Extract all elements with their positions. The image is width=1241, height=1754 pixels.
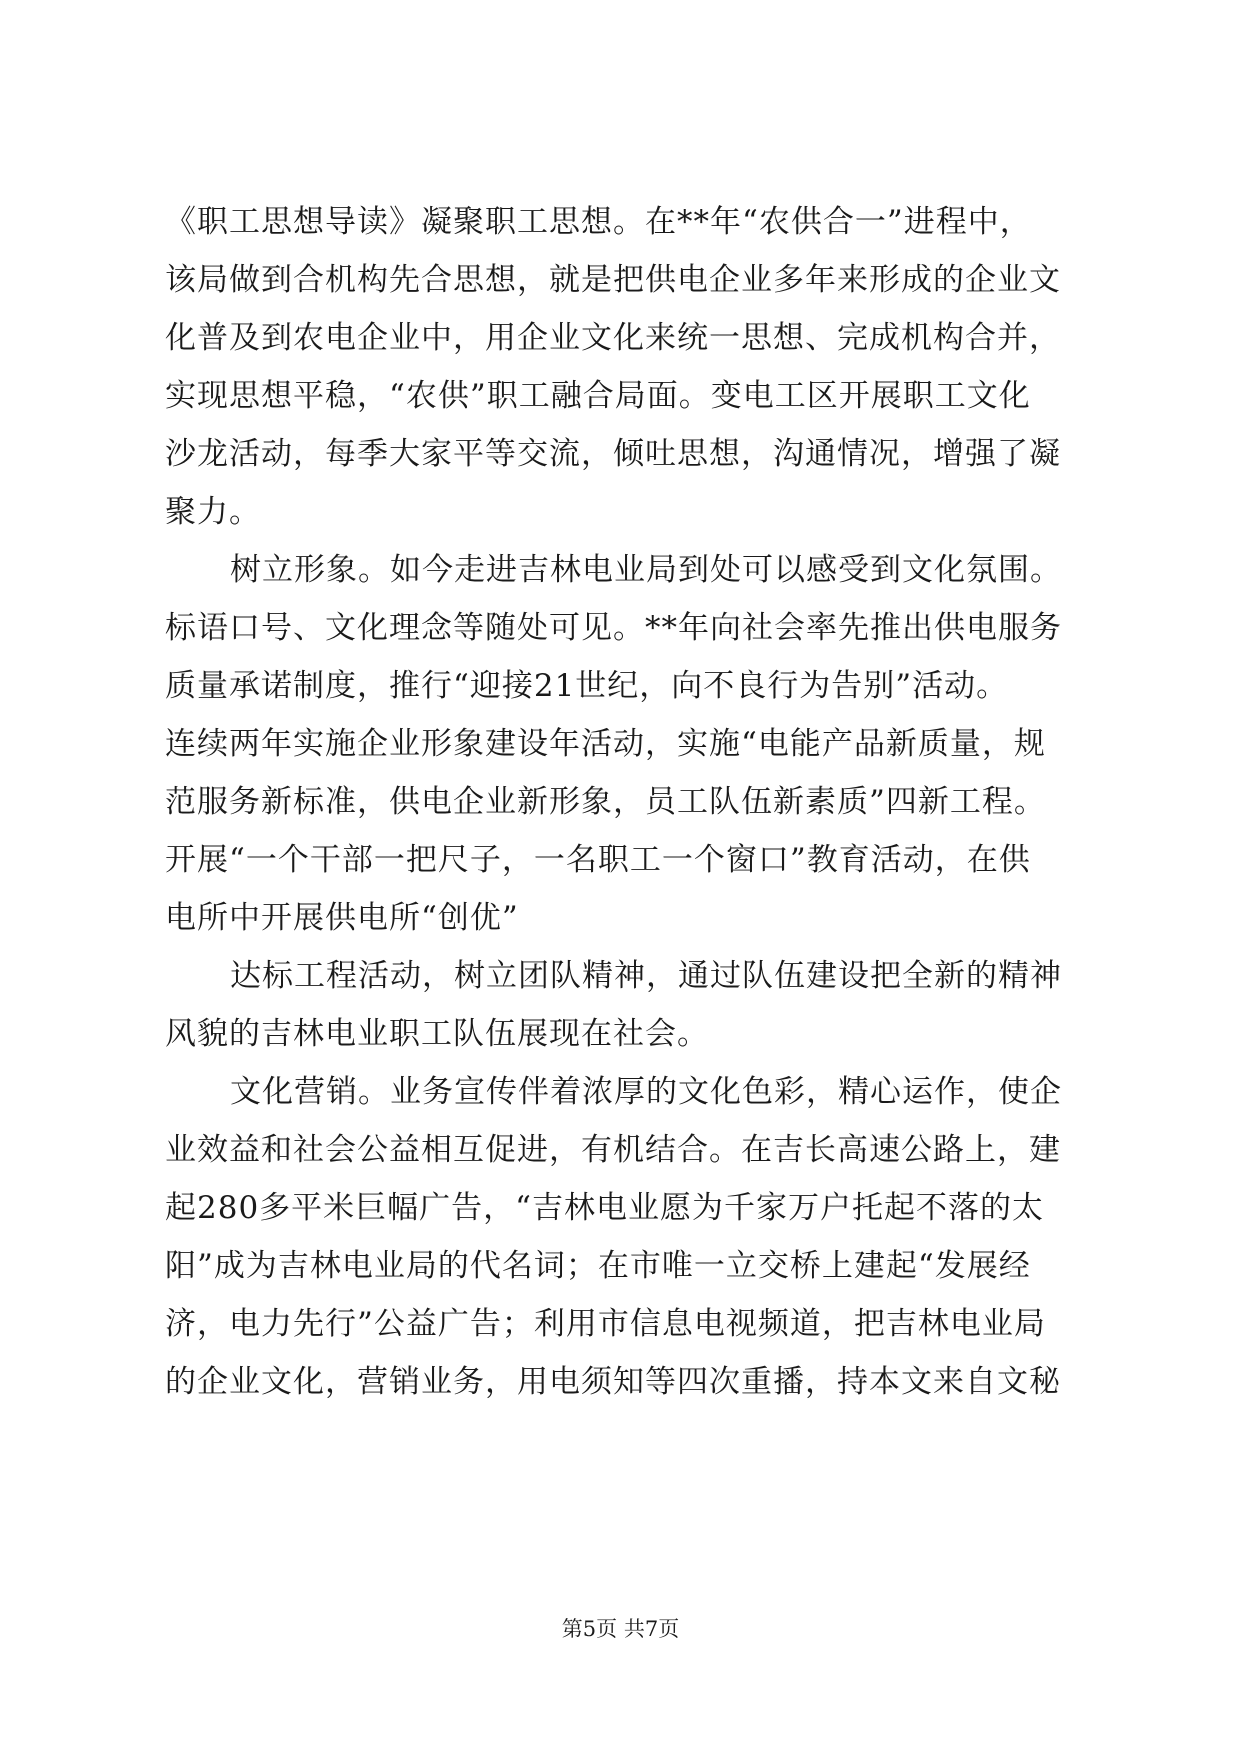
text-line: 业效益和社会公益相互促进，有机结合。在吉长高速公路上，建 <box>165 1132 1061 1168</box>
text-line: 质量承诺制度，推行“迎接21世纪，向不良行为告别”活动。 <box>165 668 1009 704</box>
text-line: 化普及到农电企业中，用企业文化来统一思想、完成机构合并， <box>165 320 1061 356</box>
text-line: 开展“一个干部一把尺子，一名职工一个窗口”教育活动，在供 <box>165 842 1031 878</box>
text-line: 电所中开展供电所“创优” <box>165 900 519 936</box>
text-line: 沙龙活动，每季大家平等交流，倾吐思想，沟通情况，增强了凝 <box>165 436 1061 472</box>
text-line: 范服务新标准，供电企业新形象，员工队伍新素质”四新工程。 <box>165 784 1046 820</box>
text-line: 的企业文化，营销业务，用电须知等四次重播，持本文来自文秘 <box>165 1364 1061 1400</box>
page-number-footer: 第5页 共7页 <box>561 1617 680 1641</box>
text-line: 风貌的吉林电业职工队伍展现在社会。 <box>165 1016 709 1052</box>
text-line: 起280多平米巨幅广告，“吉林电业愿为千家万户托起不落的太 <box>165 1190 1045 1226</box>
text-line: 阳”成为吉林电业局的代名词；在市唯一立交桥上建起“发展经 <box>165 1248 1031 1284</box>
text-line: 标语口号、文化理念等随处可见。**年向社会率先推出供电服务 <box>165 610 1062 646</box>
text-line: 连续两年实施企业形象建设年活动，实施“电能产品新质量，规 <box>165 726 1046 762</box>
paragraph-start-line: 文化营销。业务宣传伴着浓厚的文化色彩，精心运作，使企 <box>230 1074 1062 1110</box>
text-line: 实现思想平稳，“农供”职工融合局面。变电工区开展职工文化 <box>165 378 1031 414</box>
text-line: 该局做到合机构先合思想，就是把供电企业多年来形成的企业文 <box>165 262 1061 298</box>
paragraph-start-line: 树立形象。如今走进吉林电业局到处可以感受到文化氛围。 <box>230 552 1062 588</box>
text-line: 《职工思想导读》凝聚职工思想。在**年“农供合一”进程中， <box>165 204 1032 240</box>
text-line: 济，电力先行”公益广告；利用市信息电视频道，把吉林电业局 <box>165 1306 1046 1342</box>
text-line: 聚力。 <box>165 494 261 530</box>
paragraph-start-line: 达标工程活动，树立团队精神，通过队伍建设把全新的精神 <box>230 958 1062 994</box>
